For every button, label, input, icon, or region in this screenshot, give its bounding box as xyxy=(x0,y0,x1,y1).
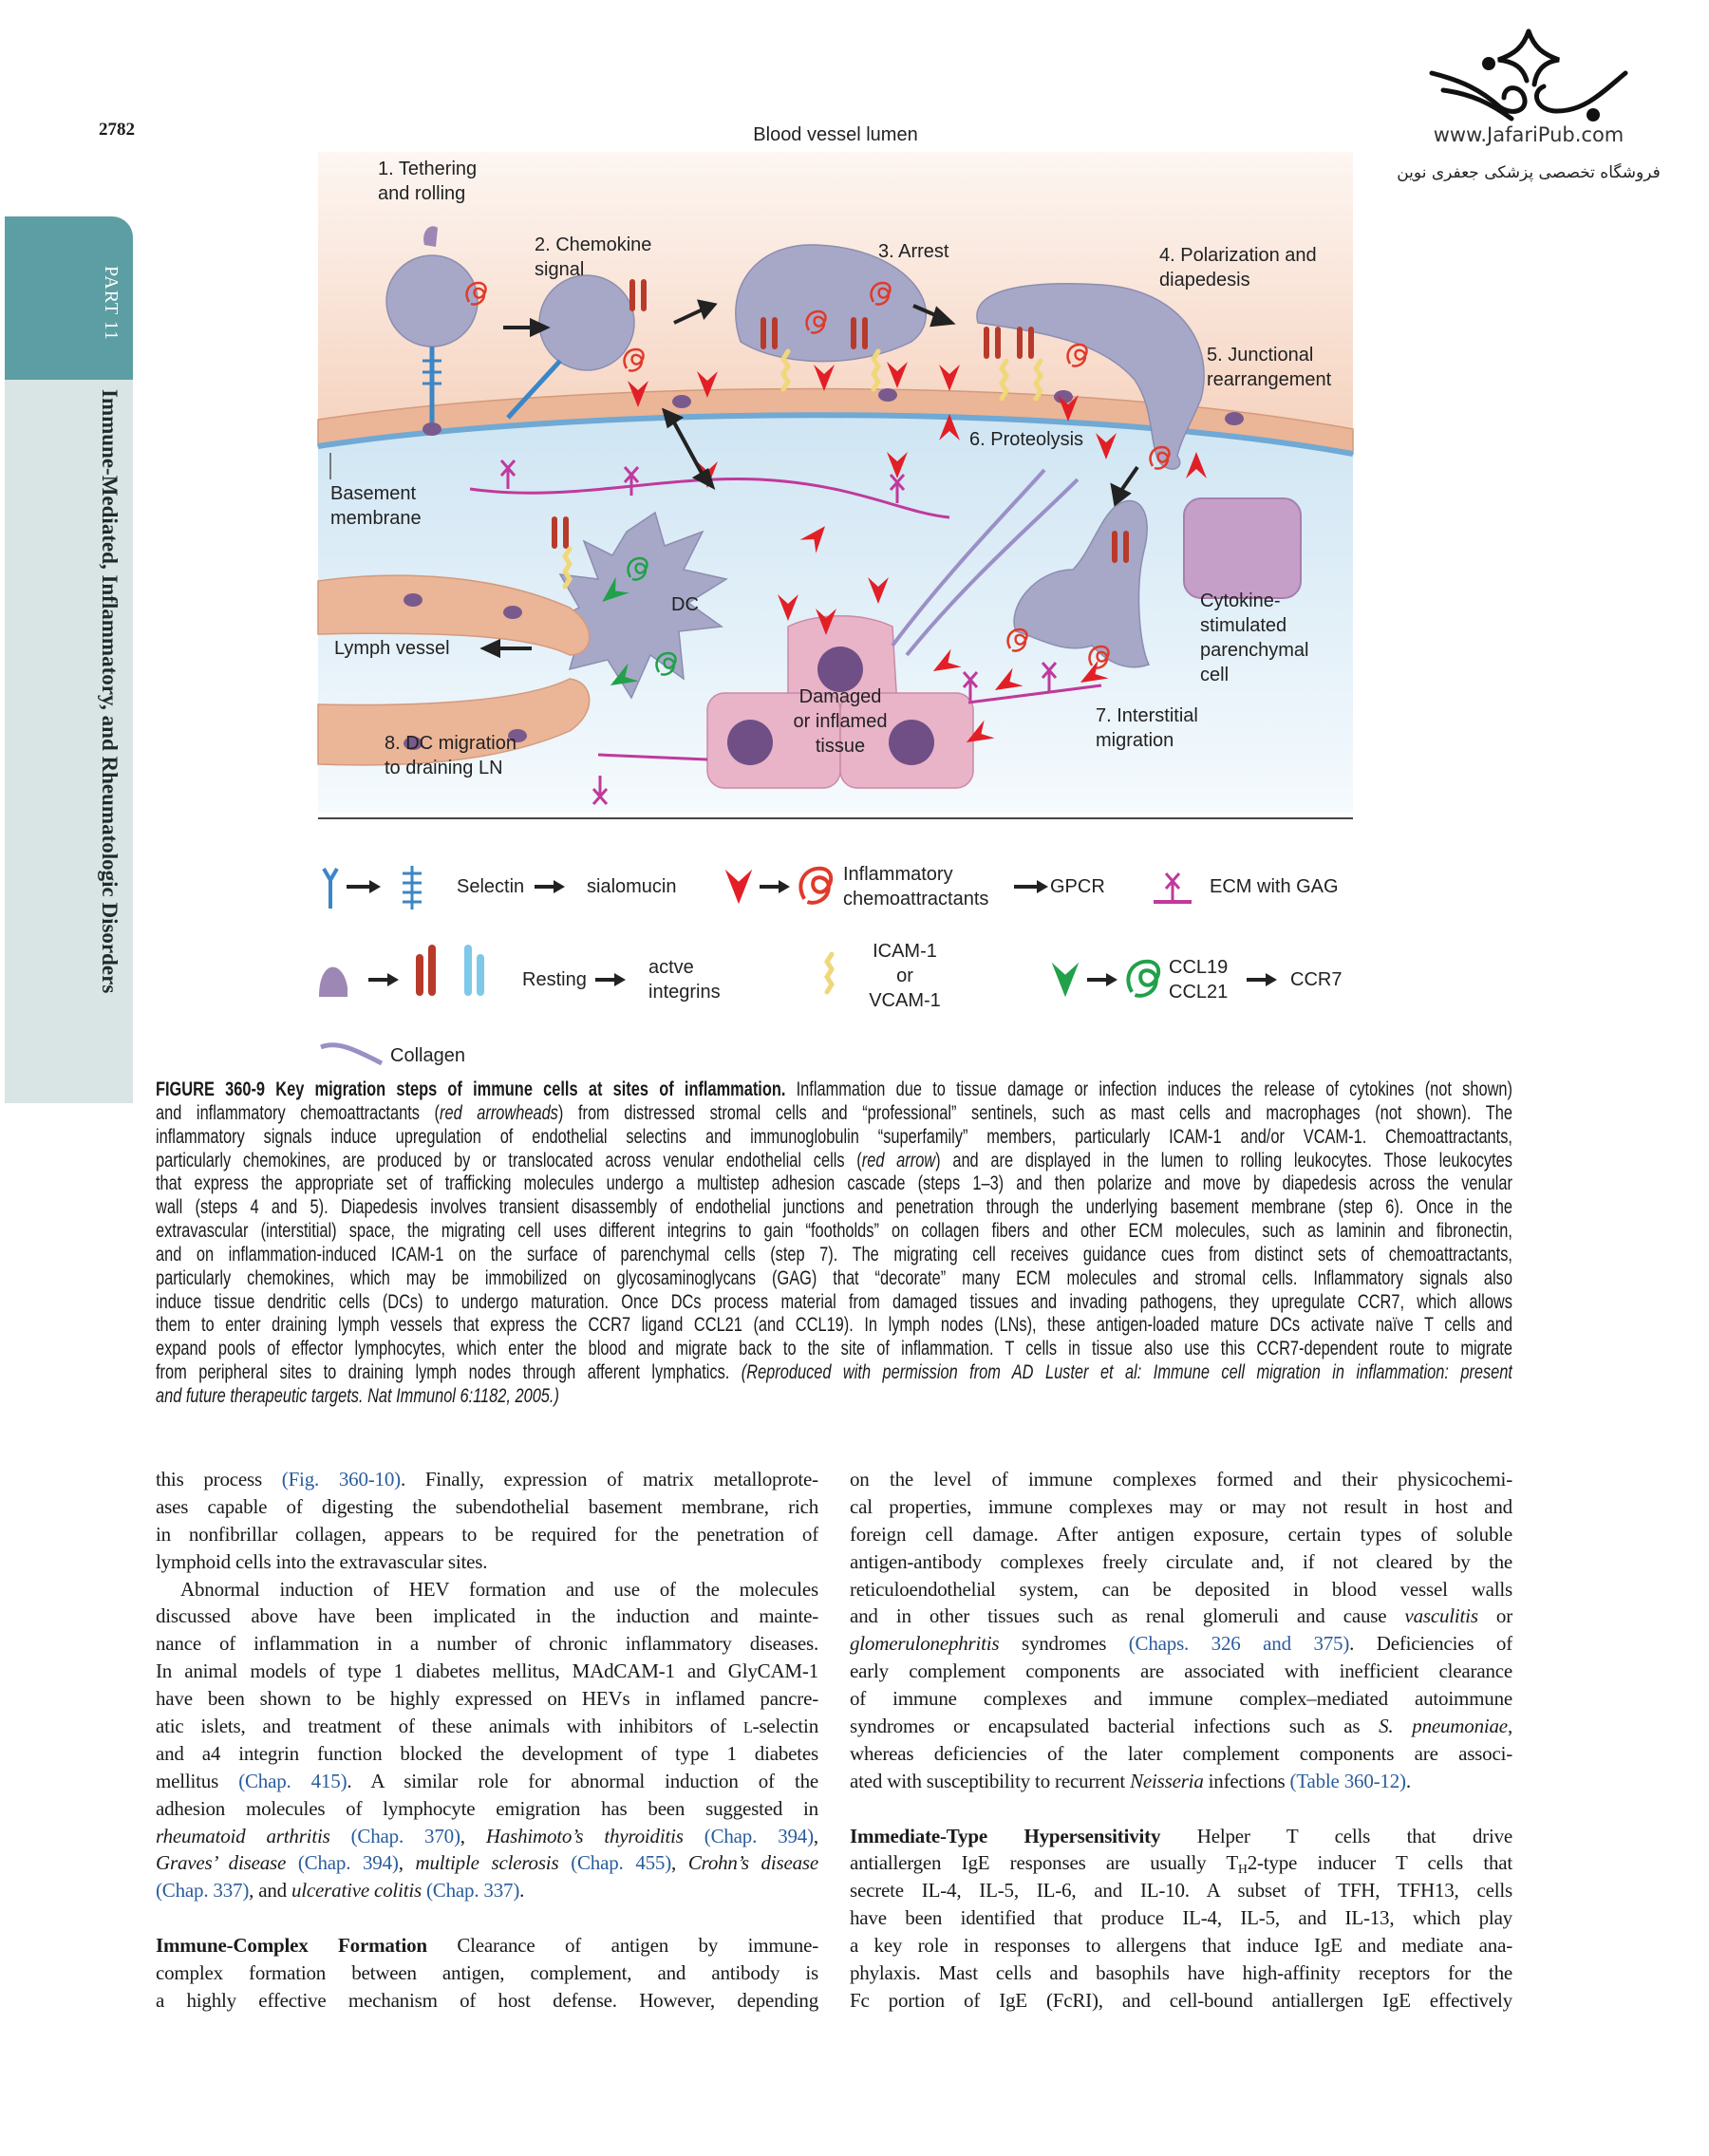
italic-text: Hashimoto’s thyroiditis xyxy=(485,1824,684,1847)
label-line: 3. Arrest xyxy=(878,241,949,262)
bold-text: FIGURE 360-9 Key migration steps of immune cells at sites of inflammation. xyxy=(156,1078,786,1100)
part-label: PART 11 xyxy=(101,266,122,341)
text-run: Fc portion of IgE (FcRI), and cell-bound antiallergen IgE effectively xyxy=(850,1988,1512,2012)
cross-reference-link[interactable]: (Chap. 455) xyxy=(571,1851,672,1875)
text-run: on the level of immune complexes formed and their physicochemi- xyxy=(850,1468,1512,1490)
italic-text: and future therapeutic targets. Nat Immunol 6:1182, 2005.) xyxy=(156,1384,559,1407)
step-5-label xyxy=(1207,343,1331,392)
italic-text: red arrowheads xyxy=(440,1101,558,1124)
label-line: or xyxy=(896,966,913,986)
text-line xyxy=(850,1603,1512,1630)
text-run: . Finally, expression of matrix metalloprote- xyxy=(400,1468,818,1490)
text-run: phylaxis. Mast cells and basophils have high-affinity receptors for the xyxy=(850,1961,1512,1985)
publisher-url[interactable]: www.JafariPub.com xyxy=(1433,123,1624,146)
text-run: wall (steps 4 and 5). Diapedesis involves transient disassembly of endothelial junctions and penetration through the underlying basement membrane (step 6). Once in the xyxy=(156,1196,1512,1219)
step-2-label xyxy=(535,233,651,282)
label-line: migration xyxy=(1096,730,1174,751)
text-run: whereas deficiencies of the later complement components are associ- xyxy=(850,1741,1512,1765)
text-run: Clearance of antigen by immune- xyxy=(426,1934,818,1958)
text-run: this process xyxy=(156,1468,282,1490)
text-run: reticuloendothelial system, can be deposited in blood vessel walls xyxy=(850,1577,1512,1601)
text-line xyxy=(850,1987,1512,2015)
text-run: in nonfibrillar collagen, appears to be required for the penetration of xyxy=(156,1522,818,1546)
parenchymal-cell-label xyxy=(1200,589,1309,687)
text-line xyxy=(156,1102,1512,1126)
text-run: adhesion molecules of lymphocyte emigration has been suggested in xyxy=(156,1796,818,1820)
text-run xyxy=(286,1851,298,1874)
text-run: from peripheral sites to draining lymph nodes through afferent lymphatics. xyxy=(156,1361,742,1384)
label-line: stimulated xyxy=(1200,615,1287,636)
text-line xyxy=(850,1932,1512,1959)
text-line xyxy=(850,1630,1512,1658)
body-column-left xyxy=(156,1466,818,2015)
text-line xyxy=(156,1823,818,1850)
section-title: Immune-Mediated, Inflammatory, and Rheumatologic Disorders xyxy=(98,389,122,994)
text-line xyxy=(156,1361,1512,1385)
legend-active-integrins xyxy=(648,955,721,1004)
text-line xyxy=(850,1768,1512,1795)
text-run: ) from distressed stromal cells and “professional” sentinels, such as mast cells and macrophages (not shown). The xyxy=(557,1101,1512,1124)
text-run: and in other tissues such as renal glomeruli and cause xyxy=(850,1604,1405,1628)
basement-membrane-label xyxy=(330,481,422,531)
legend-selectin: Selectin xyxy=(457,876,525,897)
italic-text: (Reproduced with permission from AD Luster et al: Immune cell migration in inflammation: present xyxy=(741,1361,1512,1384)
text-run: and on inflammation-induced ICAM-1 on the surface of parenchymal cells (step 7). The migrating cell receives guidance cues from distinct sets of chemoattractants, xyxy=(156,1243,1512,1265)
text-line xyxy=(156,1768,818,1795)
text-run: Helper T cells that drive xyxy=(1160,1824,1512,1847)
text-run: . A similar role for abnormal induction of the xyxy=(347,1769,818,1792)
label-line: cell xyxy=(1200,665,1230,685)
text-line xyxy=(850,1685,1512,1713)
label-line: integrins xyxy=(648,982,721,1003)
text-run: extravascular (interstitial) space, the migrating cell uses different integrins to gain “footholds” on collagen fibers and other ECM molecules, such as laminin and fibronectin, xyxy=(156,1220,1512,1243)
text-run: infections xyxy=(1203,1769,1290,1792)
cross-reference-link[interactable]: (Chap. 337) xyxy=(156,1879,250,1903)
text-line xyxy=(850,1658,1512,1685)
text-run: Inflammation due to tissue damage or infection induces the release of cytokines (not shown) xyxy=(785,1078,1512,1100)
label-line: Damaged xyxy=(798,686,882,707)
text-run: and a4 integrin function blocked the development of type 1 diabetes xyxy=(156,1741,818,1765)
label-line: 8. DC migration xyxy=(385,733,516,754)
text-run: , xyxy=(398,1851,416,1875)
legend-collagen: Collagen xyxy=(390,1045,465,1066)
label-line: to draining LN xyxy=(385,758,503,778)
figure-caption xyxy=(156,1078,1512,1409)
italic-text: vasculitis xyxy=(1404,1604,1478,1628)
legend-ccr7: CCR7 xyxy=(1290,969,1343,990)
text-line xyxy=(850,1548,1512,1576)
label-line: Basement xyxy=(330,483,417,504)
label-line: Lymph vessel xyxy=(334,638,450,659)
text-run: , xyxy=(671,1851,688,1875)
parenchymal-cell xyxy=(1184,498,1301,598)
text-run: discussed above have been implicated in the induction and mainte- xyxy=(156,1604,818,1628)
label-line: signal xyxy=(535,259,585,280)
text-line xyxy=(156,1548,818,1576)
dc-label xyxy=(671,592,699,617)
text-line xyxy=(156,1385,1512,1409)
italic-text: Graves’ disease xyxy=(156,1851,287,1875)
label-line: 7. Interstitial xyxy=(1096,705,1198,726)
text-run: nance of inflammation in a number of chronic inflammatory diseases. xyxy=(156,1632,818,1656)
text-line xyxy=(850,1795,1512,1823)
text-line xyxy=(850,1823,1512,1850)
text-run: of immune complexes and immune complex–mediated autoimmune xyxy=(850,1687,1512,1711)
text-run xyxy=(558,1851,571,1874)
text-line xyxy=(850,1849,1512,1877)
label-line: 6. Proteolysis xyxy=(969,429,1084,450)
step-6-label xyxy=(969,427,1083,452)
label-line: diapedesis xyxy=(1159,270,1250,291)
cross-reference-link[interactable]: (Chap. 415) xyxy=(238,1769,347,1792)
text-run: a highly effective mechanism of host defense. However, depending xyxy=(156,1988,818,2012)
label-line: DC xyxy=(671,594,699,615)
italic-text: ulcerative colitis xyxy=(291,1879,422,1903)
label-line: actve xyxy=(648,957,694,978)
text-line xyxy=(850,1904,1512,1932)
text-line xyxy=(850,1521,1512,1548)
label-line: VCAM-1 xyxy=(869,990,941,1011)
blood-vessel-lumen-label: Blood vessel lumen xyxy=(753,124,918,145)
italic-text: Neisseria xyxy=(1130,1769,1204,1792)
label-line: 1. Tethering xyxy=(378,159,478,179)
figure-divider xyxy=(318,817,1353,819)
label-line: Inflammatory xyxy=(843,864,953,885)
text-line xyxy=(156,1267,1512,1291)
label-line: membrane xyxy=(330,508,422,529)
text-run: , xyxy=(1507,1715,1512,1738)
text-run: particularly chemokines, are produced by or translocated across venular endothelial cells ( xyxy=(156,1149,862,1172)
text-line xyxy=(156,1493,818,1521)
text-run: syndromes xyxy=(999,1632,1129,1656)
text-line xyxy=(156,1172,1512,1196)
italic-text: rheumatoid arthritis xyxy=(156,1824,330,1847)
text-line xyxy=(156,1196,1512,1220)
text-run: -selectin xyxy=(752,1715,818,1738)
text-run: induce tissue dendritic cells (DCs) to undergo maturation. Once DCs process material from damaged tissues and invading pathogens, they upregulate CCR7, which allows xyxy=(156,1290,1512,1313)
text-run: . Deficiencies of xyxy=(1349,1632,1512,1656)
text-line xyxy=(156,1658,818,1685)
text-line xyxy=(850,1713,1512,1740)
damaged-tissue-label xyxy=(764,684,916,759)
text-run: foreign cell damage. After antigen exposure, certain types of soluble xyxy=(850,1522,1512,1546)
text-run: ated with susceptibility to recurrent xyxy=(850,1769,1131,1792)
text-line xyxy=(156,1959,818,1987)
step-3-label xyxy=(878,239,948,264)
legend-icam-vcam xyxy=(857,939,952,1013)
text-line xyxy=(156,1713,818,1740)
text-run: early complement components are associated with inefficient clearance xyxy=(850,1659,1512,1683)
text-run: ases capable of digesting the subendothelial basement membrane, rich xyxy=(156,1494,818,1518)
section-heading: Immune-Complex Formation xyxy=(156,1934,427,1958)
italic-text: Crohn’s disease xyxy=(687,1851,818,1875)
text-run: a key role in responses to allergens that induce IgE and mediate ana- xyxy=(850,1934,1512,1958)
text-run: . xyxy=(519,1879,525,1903)
text-run: , xyxy=(813,1824,818,1847)
text-line xyxy=(156,1987,818,2015)
text-run: ) and are displayed in the lumen to rolling leukocytes. Those leukocytes xyxy=(935,1149,1512,1172)
text-run xyxy=(684,1825,704,1847)
label-line: rearrangement xyxy=(1207,369,1332,390)
text-line xyxy=(156,1338,1512,1361)
section-heading: Immediate-Type Hypersensitivity xyxy=(850,1824,1161,1847)
text-line xyxy=(156,1150,1512,1173)
text-run: antiallergen IgE responses are usually T xyxy=(850,1851,1239,1875)
text-line xyxy=(156,1932,818,1959)
italic-text: S. pneumoniae xyxy=(1379,1715,1508,1738)
cross-reference-link[interactable]: (Table 360-12) xyxy=(1289,1769,1406,1792)
text-run: and inflammatory chemoattractants ( xyxy=(156,1101,441,1124)
step-8-label xyxy=(385,731,516,780)
text-line xyxy=(156,1220,1512,1244)
text-line xyxy=(156,1685,818,1713)
text-line xyxy=(850,1740,1512,1768)
italic-text: red arrow xyxy=(861,1149,936,1172)
text-line xyxy=(156,1795,818,1823)
legend-chemoattractants xyxy=(843,862,988,911)
label-line: 5. Junctional xyxy=(1207,345,1314,366)
label-line: and rolling xyxy=(378,183,466,204)
label-line: CCL21 xyxy=(1169,982,1229,1003)
cross-reference-link[interactable]: (Chap. 394) xyxy=(704,1824,814,1847)
text-line xyxy=(850,1576,1512,1603)
cross-reference-link[interactable]: (Chap. 394) xyxy=(297,1851,399,1875)
label-line: chemoattractants xyxy=(843,889,989,909)
cross-reference-link[interactable]: (Chap. 370) xyxy=(350,1824,460,1847)
text-run: cal properties, immune complexes may or may not result in host and xyxy=(850,1494,1512,1518)
text-line xyxy=(156,1078,1512,1102)
text-run: particularly chemokines, which may be immobilized on glycosaminoglycans (GAG) that “decorate” many ECM molecules and stromal cells. Inflammatory signals also xyxy=(156,1266,1512,1289)
text-line xyxy=(156,1877,818,1904)
text-run: them to enter draining lymph vessels that express the CCR7 ligand CCL21 (and CCL19). In lymph nodes (LNs), these antigen-loaded mature DCs activate naïve T cells and xyxy=(156,1314,1512,1337)
text-run: antigen-antibody complexes freely circulate and, if not cleared by the xyxy=(850,1549,1512,1573)
publisher-store-name: فروشگاه تخصصی پزشکی جعفری نوین xyxy=(1397,163,1661,182)
text-run xyxy=(330,1825,351,1847)
text-run: , xyxy=(460,1824,486,1847)
text-run: In animal models of type 1 diabetes mellitus, MAdCAM-1 and GlyCAM-1 xyxy=(156,1659,818,1683)
label-line: parenchymal xyxy=(1200,640,1309,661)
cross-reference-link[interactable]: (Chap. 337) xyxy=(426,1879,520,1903)
page-number: 2782 xyxy=(99,120,135,140)
label-line: CCL19 xyxy=(1169,957,1229,978)
text-run: secrete IL-4, IL-5, IL-6, and IL-10. A subset of TFH, TFH13, cells xyxy=(850,1879,1512,1903)
text-line xyxy=(156,1521,818,1548)
legend-gpcr: GPCR xyxy=(1050,876,1105,897)
text-run: mellitus xyxy=(156,1769,239,1792)
text-run: Abnormal induction of HEV formation and use of the molecules xyxy=(180,1577,818,1601)
text-line xyxy=(156,1291,1512,1315)
text-line xyxy=(850,1959,1512,1987)
text-run: 2-type inducer T cells that xyxy=(1247,1851,1512,1875)
cross-reference-link[interactable]: (Fig. 360-10) xyxy=(281,1468,401,1490)
text-line xyxy=(156,1630,818,1658)
text-run: . xyxy=(1405,1769,1411,1792)
text-run: inflammatory signals induce upregulation of endothelial selectins and immunoglobulin “superfamily” members, particularly ICAM-1 and/or VCAM-1. Chemoattractants, xyxy=(156,1125,1512,1148)
text-run: atic islets, and treatment of these animals with inhibitors of xyxy=(156,1715,743,1738)
label-line: ICAM-1 xyxy=(873,941,937,962)
small-caps: L xyxy=(742,1718,753,1737)
label-line: 2. Chemokine xyxy=(535,234,652,255)
text-line xyxy=(850,1466,1512,1493)
text-line xyxy=(156,1904,818,1932)
text-line xyxy=(156,1314,1512,1338)
label-line: tissue xyxy=(815,736,866,757)
subscript: H xyxy=(1238,1862,1248,1877)
text-run: have been identified that produce IL-4, IL-5, and IL-13, which play xyxy=(850,1906,1512,1930)
text-run: lymphoid cells into the extravascular sites. xyxy=(156,1549,488,1573)
legend-ecm-gag: ECM with GAG xyxy=(1210,876,1339,897)
text-run: , and xyxy=(249,1879,291,1903)
text-line xyxy=(850,1493,1512,1521)
lymph-vessel-label xyxy=(334,636,450,661)
text-line xyxy=(156,1740,818,1768)
text-run: have been shown to be highly expressed on HEVs in inflamed pancre- xyxy=(156,1687,818,1711)
legend-sialomucin: sialomucin xyxy=(587,876,677,897)
step-1-label xyxy=(378,157,477,206)
text-run: that express the appropriate set of trafficking molecules undergo a multistep adhesion cascade (steps 1–3) and then polarize and move by diapedesis across the venular xyxy=(156,1172,1512,1195)
legend-ccl19-ccl21 xyxy=(1169,955,1228,1004)
label-line: Cytokine- xyxy=(1200,591,1281,611)
step-4-label xyxy=(1159,243,1317,292)
legend-resting: Resting xyxy=(522,969,587,990)
italic-text: glomerulonephritis xyxy=(850,1632,1000,1656)
text-run: syndromes or encapsulated bacterial infections such as xyxy=(850,1715,1380,1738)
text-line xyxy=(156,1576,818,1603)
text-run: complex formation between antigen, complement, and antibody is xyxy=(156,1961,818,1985)
text-line xyxy=(156,1126,1512,1150)
label-line: 4. Polarization and xyxy=(1159,245,1317,266)
label-line: or inflamed xyxy=(793,711,888,732)
body-column-right xyxy=(850,1466,1512,2015)
text-line xyxy=(850,1877,1512,1904)
text-run: expand pools of effector lymphocytes, which enter the blood and migrate back to the site of inflammation. T cells in tissue also use this CCR7-dependent route to migrate xyxy=(156,1338,1512,1360)
step-7-label xyxy=(1096,703,1198,753)
text-line xyxy=(156,1849,818,1877)
text-line xyxy=(156,1466,818,1493)
text-run: or xyxy=(1477,1604,1512,1628)
cross-reference-link[interactable]: (Chaps. 326 and 375) xyxy=(1128,1632,1350,1656)
text-line xyxy=(156,1603,818,1630)
italic-text: multiple sclerosis xyxy=(415,1851,559,1875)
text-line xyxy=(156,1244,1512,1267)
